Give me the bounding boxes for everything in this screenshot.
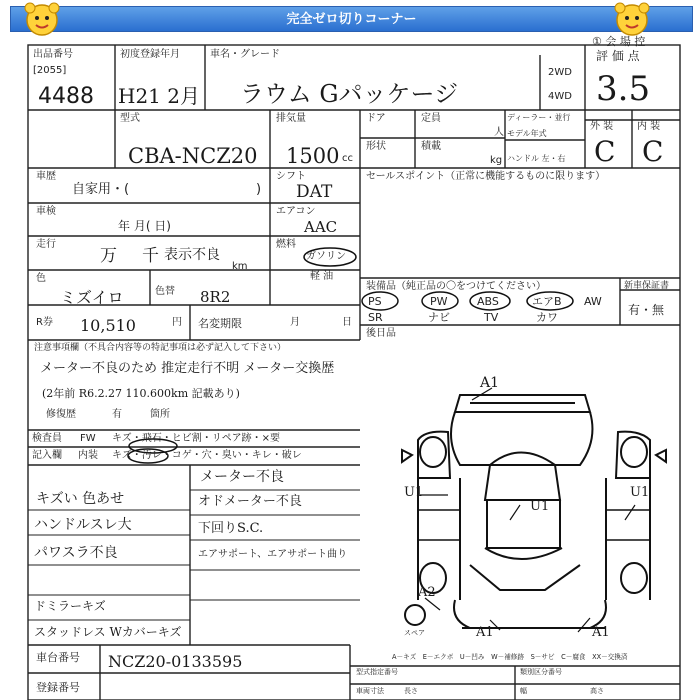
fuel-label: 燃料 [276, 239, 296, 250]
listing-number-label: 出品番号 [33, 49, 73, 60]
comment-left-4: ドミラーキズ [34, 599, 106, 613]
mark-a1-rear-right: A1 [592, 625, 610, 640]
inspector-label: 検査員 [32, 433, 62, 444]
category-label: 類別区分番号 [520, 668, 562, 676]
comment-right-3: 下回りS.C. [198, 521, 264, 536]
comment-right-1: メーター不良 [200, 469, 284, 485]
listing-code: [2055] [33, 65, 67, 76]
car-name-value: ラウム Gパッケージ [240, 80, 459, 108]
mark-a1-front: A1 [480, 375, 500, 391]
inspector-items: キズ・飛石・ヒビ割・リペア跡・×要 [112, 433, 280, 444]
equip-navi: ナビ [428, 311, 450, 324]
exterior-label: 外 装 [590, 121, 614, 132]
comment-right-4: エアサポート、エアサポート曲り [198, 549, 348, 560]
model-label: 型式 [120, 113, 140, 124]
equip-leather: カワ [536, 311, 558, 324]
voucher-label: R券 [36, 317, 53, 328]
exterior-grade: C [594, 135, 616, 168]
cc-unit: cc [342, 153, 353, 164]
interior-grade: C [642, 135, 664, 168]
color-no-label: 色替 [155, 286, 175, 297]
fuel-light: 軽 油 [310, 271, 334, 282]
color-no-value: 8R2 [200, 288, 231, 306]
mascot-left-icon [22, 2, 62, 38]
history-value: 自家用・( [72, 182, 130, 197]
registration-label: 登録番号 [36, 681, 80, 694]
expiry-day: 日 [342, 317, 352, 328]
mark-u1-center: U1 [530, 499, 550, 514]
entry-label: 記入欄 [32, 450, 62, 461]
model-year-label: モデル年式 [507, 129, 547, 138]
color-label: 色 [36, 273, 46, 284]
first-reg-value: H21 2月 [118, 84, 200, 108]
comment-right-2: オドメーター不良 [198, 494, 302, 509]
mileage-note: 表示不良 [164, 247, 220, 263]
ac-value: AAC [304, 218, 338, 236]
handle-label: ハンドル 左・右 [507, 154, 566, 163]
mark-a1-rear-left: A1 [476, 625, 494, 640]
model-value: CBA-NCZ20 [128, 144, 258, 168]
banner [10, 6, 693, 32]
notes-line1: メーター不良のため 推定走行不明 メーター交換歴 [40, 361, 335, 376]
shape-label: 形状 [366, 141, 386, 152]
equip-ps: PS [368, 295, 382, 308]
comment-left-3: パワスラ不良 [34, 545, 118, 561]
sales-point-label: セールスポイント（正常に機能するものに限ります） [366, 171, 606, 182]
shift-value: DAT [296, 182, 333, 202]
warranty-label: 新車保証書 [624, 281, 670, 291]
mark-u1-left: U1 [404, 485, 424, 500]
warranty-value: 有・無 [628, 303, 665, 317]
equip-sr: SR [368, 311, 383, 324]
listing-number: 4488 [38, 84, 94, 109]
drive-4wd: 4WD [548, 91, 572, 102]
mileage-man: 万 [100, 246, 117, 266]
banner-title: 完全ゼロ切りコーナー [286, 12, 417, 27]
dealer-label: ディーラー・並行 [507, 113, 571, 122]
entry-items: キズ・汚レ・コゲ・穴・臭い・キレ・破レ [112, 450, 302, 461]
notes-line2: (2年前 R6.2.27 110.600km 記載あり) [42, 387, 240, 400]
inspection-label: 車検 [36, 206, 56, 217]
dimensions-label: 車両寸法 [356, 687, 384, 695]
equip-pw: PW [430, 295, 448, 308]
mileage-label: 走行 [36, 239, 56, 250]
mark-a2: A2 [418, 585, 436, 600]
score-label: 評 価 点 [596, 49, 640, 63]
inspector-fw: FW [80, 433, 96, 444]
capacity-label: 定員 [421, 113, 441, 124]
ac-label: エアコン [276, 206, 316, 217]
width-label: 幅 [520, 687, 527, 695]
venue-copy-label: ① 会 場 控 [592, 35, 646, 48]
equip-airbag: エアB [532, 295, 562, 308]
comment-left-2: ハンドルスレ大 [34, 517, 132, 533]
km-unit: km [232, 261, 248, 272]
load-label: 積載 [421, 141, 441, 152]
fuel-gas: ガソリン [306, 251, 346, 262]
repair-history-value: 有 [112, 409, 122, 420]
person-unit: 人 [494, 127, 504, 138]
color-value: ミズイロ [60, 288, 124, 307]
mark-u1-right: U1 [630, 485, 650, 500]
equip-tv: TV [484, 311, 499, 324]
shift-label: シフト [276, 171, 306, 182]
spare-label: スペア [404, 629, 425, 637]
comment-left-5: スタッドレス Wカバーキズ [34, 625, 182, 639]
car-name-label: 車名・グレード [210, 49, 280, 60]
voucher-value: 10,510 [80, 316, 136, 335]
repair-location-label: 箇所 [150, 409, 170, 420]
entry-interior: 内装 [78, 450, 98, 461]
expiry-label: 名変期限 [198, 317, 242, 330]
mileage-sen: 千 [142, 246, 159, 266]
height-label: 高さ [590, 687, 604, 695]
interior-label: 内 装 [637, 121, 661, 132]
score-value: 3.5 [596, 69, 651, 109]
comment-left-1: キズい 色あせ [36, 491, 125, 507]
notes-label: 注意事項欄（不具合内容等の特記事項は必ず記入して下さい） [34, 343, 287, 353]
door-label: ドア [366, 113, 386, 124]
type-designation-label: 型式指定番号 [356, 668, 398, 676]
expiry-month: 月 [290, 317, 300, 328]
displacement-label: 排気量 [276, 113, 306, 124]
equip-aw: AW [584, 295, 602, 308]
displacement-value: 1500 [286, 144, 340, 168]
first-reg-label: 初度登録年月 [120, 49, 180, 60]
history-label: 車歴 [36, 171, 56, 182]
kg-unit: kg [490, 155, 503, 166]
chassis-value: NCZ20-0133595 [108, 652, 243, 671]
equip-abs: ABS [477, 295, 499, 308]
mascot-right-icon [612, 2, 652, 38]
post-install-label: 後日品 [366, 328, 396, 339]
inspection-date: 年 月( 日) [118, 219, 171, 233]
equipment-label: 装備品（純正品の〇をつけてください） [366, 281, 546, 292]
chassis-label: 車台番号 [36, 651, 80, 664]
damage-legend: A－キズ E－エクボ U－凹み W－補修跡 S－サビ C－腐食 XX－交換済 [392, 653, 628, 661]
drive-2wd: 2WD [548, 67, 572, 78]
history-close-paren: ) [256, 182, 262, 197]
length-label: 長さ [404, 687, 418, 695]
repair-history-label: 修復歴 [46, 409, 76, 420]
yen-unit: 円 [172, 317, 182, 328]
